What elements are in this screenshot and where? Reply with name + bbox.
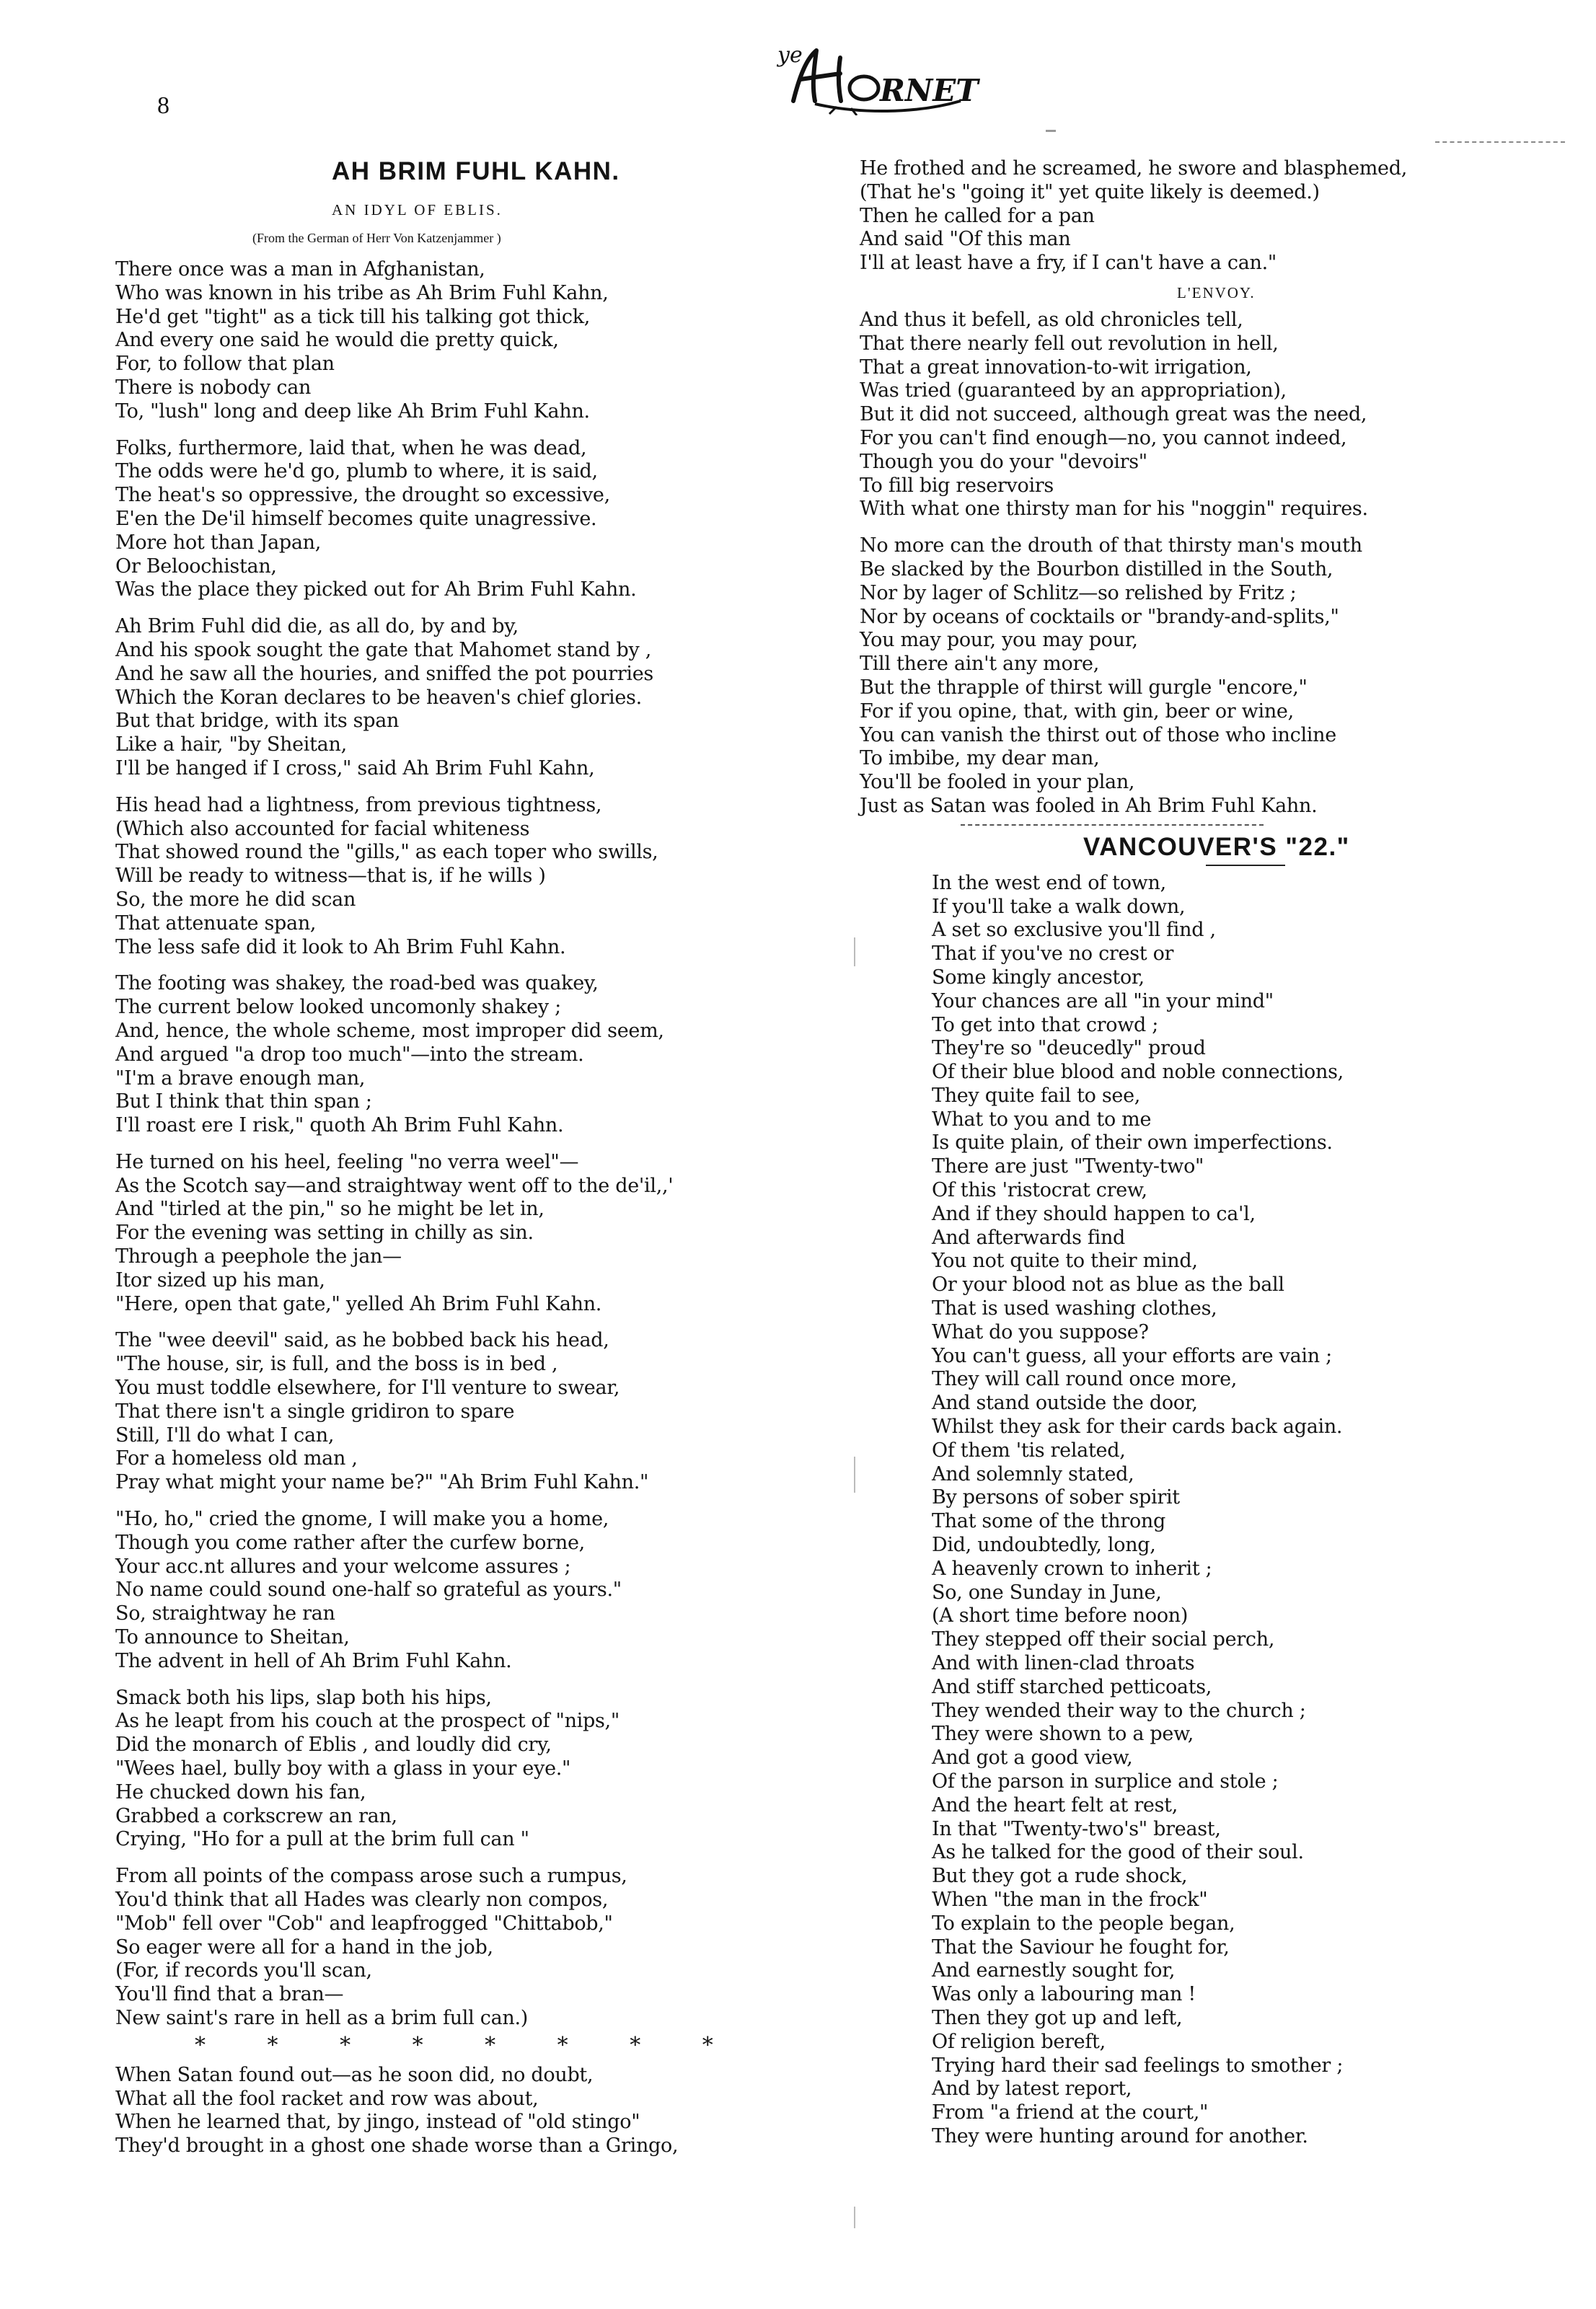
verse-line: More hot than Japan, [115,531,322,554]
verse-line: And stiff starched petticoats, [932,1675,1212,1698]
verse-line: With what one thirsty man for his "noggin" requires. [860,498,1368,521]
verse-line: Grabbed a corkscrew an ran, [115,1804,397,1827]
title-underline [1206,865,1285,866]
verse-line: What all the fool racket and row was about, [115,2087,539,2110]
stanza-gap [115,424,844,437]
verse-line: "Ho, ho," cried the gnome, I will make you a home, [115,1508,609,1531]
left-column [115,157,844,2158]
verse-line: (Which also accounted for facial whiteness [115,817,530,840]
poem-title: AH BRIM FUHL KAHN. [332,157,620,185]
verse-line: You must toddle elsewhere, for I'll venture to swear, [115,1377,620,1400]
verse-line: A heavenly crown to inherit ; [932,1557,1212,1580]
verse-line: "Here, open that gate," yelled Ah Brim Fuhl Kahn. [115,1292,602,1315]
verse-line: E'en the De'il himself becomes quite unagressive. [115,507,597,530]
stanza-gap [115,959,844,972]
verse-line: Then he called for a pan [860,204,1095,227]
verse-line: In that "Twenty-two's" breast, [932,1817,1221,1840]
second-poem-body [860,872,1552,2149]
verse-line: You can't guess, all your efforts are vain ; [932,1344,1332,1367]
verse-line: You'll be fooled in your plan, [860,771,1135,794]
verse-line: Who was known in his tribe as Ah Brim Fuhl Kahn, [115,281,609,304]
verse-line: Of them 'tis related, [932,1439,1126,1462]
verse-line: The odds were he'd go, plumb to where, it is said, [115,460,598,483]
verse-line: New saint's rare in hell as a brim full can.) [115,2006,528,2029]
verse-line: They quite fail to see, [932,1084,1141,1107]
verse-line: That there isn't a single gridiron to spare [115,1400,515,1423]
verse-line: He chucked down his fan, [115,1780,366,1804]
verse-line: For you can't find enough—no, you cannot indeed, [860,426,1347,449]
verse-line: As the Scotch say—and straightway went off to the de'il,,' [115,1174,674,1197]
verse-line: And, hence, the whole scheme, most improper did seem, [115,1019,664,1042]
verse-line: But it did not succeed, although great was the need, [860,403,1367,426]
stanza-gap [115,1495,844,1508]
right-column [860,157,1552,2149]
verse-line: Crying, "Ho for a pull at the brim full can " [115,1828,529,1851]
verse-line: Nor by oceans of cocktails or "brandy-and-splits," [860,605,1339,628]
verse-line: They're so "deucedly" proud [932,1037,1206,1060]
verse-line: "I'm a brave enough man, [115,1067,366,1090]
verse-line: Your acc.nt allures and your welcome assures ; [115,1555,571,1578]
verse-line: And solemnly stated, [932,1462,1134,1485]
verse-line: They were shown to a pew, [932,1723,1194,1746]
stanza [115,1865,844,2031]
section-divider [961,824,1264,826]
verse-line: What to you and to me [932,1108,1152,1131]
print-dashes [1435,141,1565,143]
verse-line: There once was a man in Afghanistan, [115,258,485,281]
verse-line: But I think that thin span ; [115,1090,372,1113]
verse-line: Ah Brim Fuhl did die, as all do, by and by, [115,615,519,638]
verse-line: The advent in hell of Ah Brim Fuhl Kahn. [115,1649,512,1672]
verse-line: They were hunting around for another. [932,2124,1308,2147]
stanza [115,615,844,781]
stanza [115,1329,844,1495]
verse-line: Though you do your "devoirs" [860,450,1147,473]
column-mark [854,1457,855,1493]
verse-line: No name could sound one-half so grateful as yours." [115,1579,622,1602]
verse-line: You can vanish the thirst out of those who incline [860,723,1336,746]
verse-line: The footing was shakey, the road-bed was quakey, [115,972,599,995]
verse-line: You may pour, you may pour, [860,629,1138,652]
stanza-gap [115,1674,844,1687]
verse-line: If you'll take a walk down, [932,895,1186,918]
column-mark [854,2207,855,2228]
verse-line: Like a hair, "by Sheitan, [115,733,347,756]
verse-line: You'll find that a bran— [115,1983,344,2006]
verse-line: Still, I'll do what I can, [115,1423,335,1447]
verse-line: And the heart felt at rest, [932,1793,1178,1816]
verse-line: To, "lush" long and deep like Ah Brim Fuhl Kahn. [115,399,590,423]
envoy-heading: L'ENVOY. [1177,283,1256,301]
verse-line: And by latest report, [932,2078,1132,2101]
verse-line: Folks, furthermore, laid that, when he was dead, [115,436,587,459]
verse-line: Itor sized up his man, [115,1268,325,1292]
verse-line: And his spook sought the gate that Mahomet stand by , [115,638,652,661]
verse-line: And every one said he would die pretty quick, [115,329,559,352]
stanza-gap [115,602,844,615]
verse-line: Just as Satan was fooled in Ah Brim Fuhl Kahn. [860,794,1318,817]
verse-line: A set so exclusive you'll find , [932,919,1216,942]
verse-line: And got a good view, [932,1747,1133,1770]
verse-line: That some of the throng [932,1510,1166,1533]
verse-line: You not quite to their mind, [932,1250,1198,1273]
verse-line: You'd think that all Hades was clearly non compos, [115,1889,609,1911]
verse-line: He turned on his heel, feeling "no verra weel"— [115,1150,579,1173]
verse-line: The heat's so oppressive, the drought so excessive, [115,484,610,507]
verse-line: Will be ready to witness—that is, if he wills ) [115,865,546,888]
verse-line: Though you come rather after the curfew borne, [115,1531,585,1554]
verse-line: They will call round once more, [932,1368,1238,1391]
stanza [115,1151,844,1317]
verse-line: "The house, sir, is full, and the boss is in bed , [115,1353,558,1376]
stanza-gap [115,1316,844,1329]
verse-line: To get into that crowd ; [932,1013,1159,1036]
verse-line: Of the parson in surplice and stole ; [932,1770,1279,1793]
poem-continuation [860,157,1552,275]
svg-text:RNET: RNET [880,73,979,108]
second-poem-title: VANCOUVER'S "22." [1083,832,1350,861]
verse-line: For if you opine, that, with gin, beer or wine, [860,699,1294,723]
verse-line: But that bridge, with its span [115,710,400,733]
verse-line: That attenuate span, [115,911,317,935]
verse-line: He'd get "tight" as a tick till his talking got thick, [115,305,591,328]
column-mark [854,937,855,966]
verse-line: Some kingly ancestor, [932,966,1145,989]
verse-line: When "the man in the frock" [932,1888,1208,1911]
stanza-gap [115,1138,844,1151]
verse-line: So, the more he did scan [115,888,356,911]
poem-body [115,258,844,2158]
verse-line: So, one Sunday in June, [932,1581,1162,1604]
verse-line: By persons of sober spirit [932,1486,1180,1509]
verse-line: Till there ain't any more, [860,653,1100,676]
stanza [860,309,1552,521]
verse-line: Whilst they ask for their cards back again. [932,1416,1343,1439]
verse-line: "Mob" fell over "Cob" and leapfrogged "Chittabob," [115,1912,613,1935]
stanza-gap [115,1852,844,1865]
verse-line: For, to follow that plan [115,353,335,376]
verse-line: As he talked for the good of their soul. [932,1841,1304,1864]
verse-line: Nor by lager of Schlitz—so relished by Fritz ; [860,581,1297,604]
verse-line: For a homeless old man , [115,1447,358,1470]
verse-line: They stepped off their social perch, [932,1628,1275,1651]
stanza [115,1687,844,1853]
verse-line: As he leapt from his couch at the prospect of "nips," [115,1710,620,1733]
verse-line: And earnestly sought for, [932,1959,1176,1982]
asterism: * * * * * * * * [195,2032,741,2058]
verse-line: Or your blood not as blue as the ball [932,1273,1284,1297]
verse-line: Trying hard their sad feelings to smother ; [932,2054,1344,2077]
masthead-logo [772,29,988,115]
stanza [860,534,1552,818]
verse-line: They wended their way to the church ; [932,1699,1306,1722]
stanza [115,1508,844,1674]
verse-line: In the west end of town, [932,871,1166,894]
verse-line: What do you suppose? [932,1320,1149,1343]
verse-line: From "a friend at the court," [932,2101,1209,2124]
verse-line: Then they got up and left, [932,2006,1183,2029]
stanza [115,2064,844,2158]
verse-line: There is nobody can [115,376,312,399]
verse-line: Which the Koran declares to be heaven's chief glories. [115,686,642,709]
verse-line: So, straightway he ran [115,1602,335,1625]
verse-line: The current below looked uncomonly shakey ; [115,996,561,1019]
verse-line: And thus it befell, as old chronicles tell, [860,308,1243,331]
stanza-gap [860,521,1552,534]
verse-line: I'll roast ere I risk," quoth Ah Brim Fuhl Kahn. [115,1114,564,1137]
verse-line: That if you've no crest or [932,942,1174,966]
verse-line: For the evening was setting in chilly as sin. [115,1222,534,1245]
verse-line: (A short time before noon) [932,1604,1189,1628]
verse-line: Did the monarch of Eblis , and loudly did cry, [115,1734,552,1757]
verse-line: I'll be hanged if I cross," said Ah Brim Fuhl Kahn, [115,756,595,780]
verse-line: No more can the drouth of that thirsty man's mouth [860,534,1362,557]
verse-line: Of this 'ristocrat crew, [932,1179,1147,1202]
verse-line: And "tirled at the pin," so he might be let in, [115,1198,545,1221]
poem-subtitle: AN IDYL OF EBLIS. [332,201,503,218]
verse-line: And afterwards find [932,1226,1126,1249]
verse-line: Or Beloochistan, [115,555,277,578]
verse-line: So eager were all for a hand in the job, [115,1935,493,1959]
verse-line: And he saw all the houries, and sniffed the pot pourries [115,662,653,685]
verse-line: Your chances are all "in your mind" [932,989,1274,1012]
verse-line: That a great innovation-to-wit irrigation, [860,356,1252,379]
verse-line: When Satan found out—as he soon did, no doubt, [115,2063,594,2086]
verse-line: But they got a rude shock, [932,1865,1188,1888]
verse-line: Pray what might your name be?" "Ah Brim Fuhl Kahn." [115,1471,649,1494]
verse-line: Be slacked by the Bourbon distilled in the South, [860,557,1333,580]
verse-line: "Wees hael, bully boy with a glass in your eye." [115,1757,571,1780]
stanza [115,258,844,424]
verse-line: Was the place they picked out for Ah Brim Fuhl Kahn. [115,578,637,601]
verse-line: They'd brought in a ghost one shade worse than a Gringo, [115,2134,679,2158]
verse-line: That showed round the "gills," as each toper who swills, [115,841,658,864]
verse-line: Did, undoubtedly, long, [932,1534,1156,1557]
masthead-text [772,29,988,115]
verse-line: From all points of the compass arose such a rumpus, [115,1865,627,1888]
verse-line: To fill big reservoirs [860,474,1054,497]
verse-line: Was tried (guaranteed by an appropriation), [860,379,1287,402]
verse-line: To announce to Sheitan, [115,1626,350,1649]
verse-line: And with linen-clad throats [932,1652,1195,1675]
verse-line: The less safe did it look to Ah Brim Fuhl Kahn. [115,935,566,958]
verse-line: (That he's "going it" yet quite likely is deemed.) [860,180,1320,203]
verse-line: There are just "Twenty-two" [932,1155,1204,1178]
verse-line: Smack both his lips, slap both his hips, [115,1686,492,1709]
verse-line: Through a peephole the jan— [115,1245,402,1268]
verse-line: He frothed and he screamed, he swore and blasphemed, [860,157,1408,180]
verse-line: When he learned that, by jingo, instead of "old stingo" [115,2111,640,2134]
verse-line: But the thrapple of thirst will gurgle "encore," [860,676,1308,699]
stanza-gap [115,781,844,794]
verse-line: And said "Of this man [860,228,1071,251]
verse-line: That the Saviour he fought for, [932,1935,1230,1959]
stanza [115,794,844,960]
verse-line: Of religion bereft, [932,2030,1106,2053]
verse-line: And argued "a drop too much"—into the stream. [115,1043,584,1066]
verse-line: His head had a lightness, from previous tightness, [115,793,602,816]
verse-line: And if they should happen to ca'l, [932,1202,1256,1225]
stanza [115,437,844,603]
envoy-body [860,309,1552,818]
stanza [115,972,844,1138]
verse-line: Was only a labouring man ! [932,1983,1196,2006]
verse-line: That there nearly fell out revolution in hell, [860,332,1279,355]
verse-line: Of their blue blood and noble connections, [932,1061,1344,1084]
page-number: 8 [157,92,169,119]
verse-line: That is used washing clothes, [932,1297,1217,1320]
verse-line: And stand outside the door, [932,1392,1198,1415]
verse-line: Is quite plain, of their own imperfections. [932,1131,1333,1154]
poem-source: (From the German of Herr Von Katzenjammer ) [252,231,501,245]
print-mark [1046,130,1056,132]
verse-line: To explain to the people began, [932,1912,1235,1935]
verse-line: I'll at least have a fry, if I can't have a can." [860,252,1277,275]
verse-line: To imbibe, my dear man, [860,747,1100,770]
verse-line: (For, if records you'll scan, [115,1959,372,1982]
verse-line: The "wee deevil" said, as he bobbed back his head, [115,1329,609,1352]
svg-text:ye: ye [777,43,803,68]
